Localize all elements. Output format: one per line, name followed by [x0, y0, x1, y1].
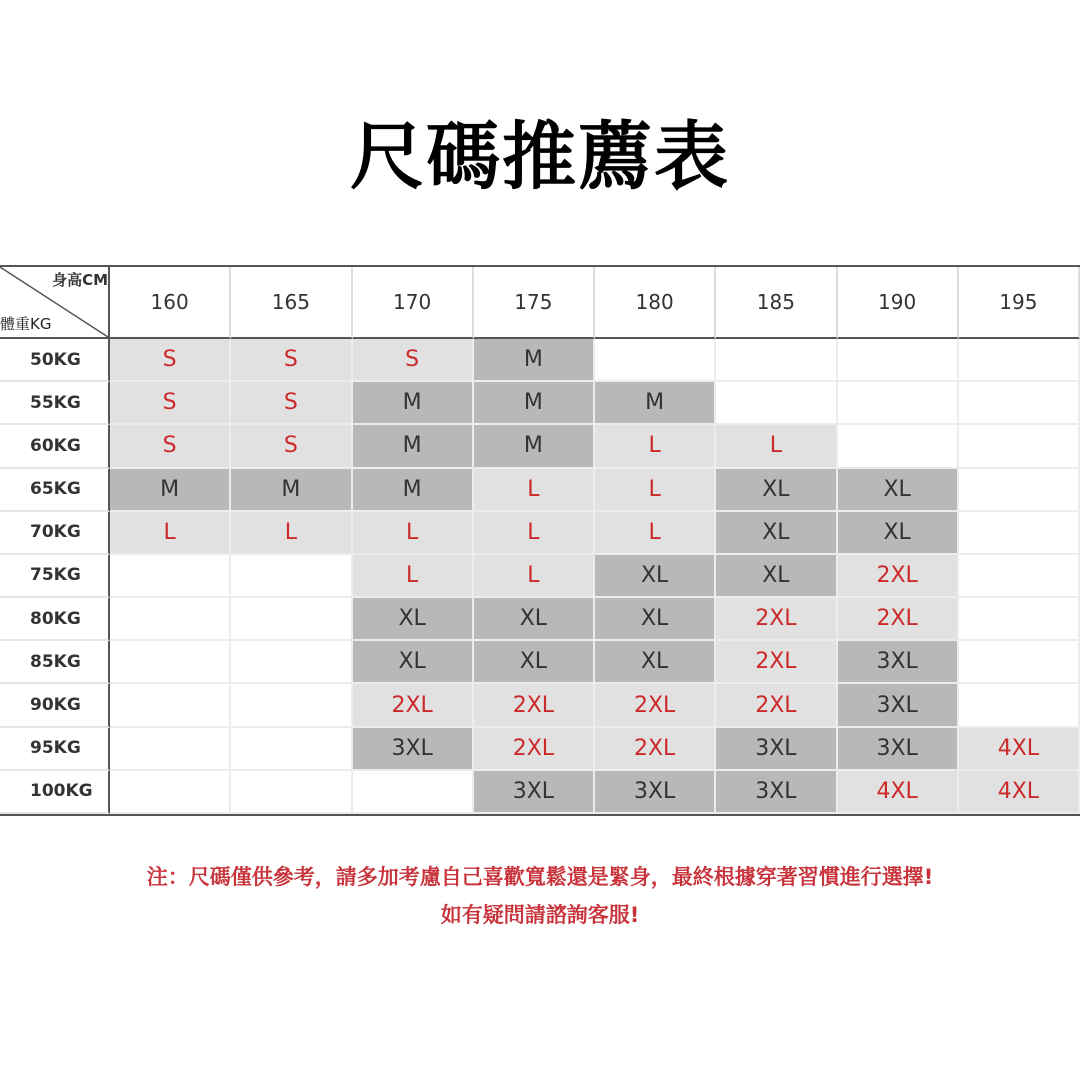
size-note — [0, 858, 1080, 934]
size-cell — [353, 771, 474, 814]
note-line-2: 如有疑問請諮詢客服! — [440, 903, 640, 927]
size-cell — [838, 425, 959, 468]
size-cell — [231, 555, 352, 598]
size-cell: S — [231, 339, 352, 382]
size-cell — [110, 771, 231, 814]
size-cell — [110, 641, 231, 684]
size-cell: 4XL — [838, 771, 959, 814]
size-chart-table — [0, 265, 1080, 816]
size-cell: L — [595, 512, 716, 555]
size-cell: L — [110, 512, 231, 555]
size-cell — [959, 469, 1080, 512]
size-cell: 3XL — [838, 641, 959, 684]
size-cell: XL — [716, 512, 837, 555]
weight-header-cell: 95KG — [0, 728, 110, 771]
size-cell: L — [474, 555, 595, 598]
size-cell: L — [231, 512, 352, 555]
size-cell: 4XL — [959, 771, 1080, 814]
size-cell: S — [231, 382, 352, 425]
size-cell — [716, 339, 837, 382]
weight-header-cell: 90KG — [0, 684, 110, 727]
size-cell: XL — [838, 469, 959, 512]
size-cell: XL — [353, 598, 474, 641]
size-cell: 2XL — [595, 728, 716, 771]
size-cell: 2XL — [716, 641, 837, 684]
size-cell: XL — [595, 641, 716, 684]
size-cell — [110, 598, 231, 641]
table-corner-header — [0, 267, 110, 339]
size-cell — [959, 684, 1080, 727]
size-cell: S — [110, 425, 231, 468]
size-cell: L — [474, 512, 595, 555]
size-cell — [110, 555, 231, 598]
size-cell: 2XL — [716, 598, 837, 641]
size-cell: 3XL — [474, 771, 595, 814]
size-cell: 2XL — [474, 684, 595, 727]
size-cell: 4XL — [959, 728, 1080, 771]
size-cell: S — [353, 339, 474, 382]
size-cell — [595, 339, 716, 382]
height-header-cell: 165 — [231, 267, 352, 339]
size-cell — [110, 684, 231, 727]
size-cell: S — [231, 425, 352, 468]
size-cell: L — [474, 469, 595, 512]
size-cell — [231, 728, 352, 771]
size-cell: M — [595, 382, 716, 425]
size-cell: M — [231, 469, 352, 512]
height-header-cell: 180 — [595, 267, 716, 339]
size-cell: M — [474, 425, 595, 468]
size-cell: 2XL — [716, 684, 837, 727]
size-cell — [231, 771, 352, 814]
size-cell — [959, 339, 1080, 382]
height-header-cell: 185 — [716, 267, 837, 339]
weight-header-cell: 65KG — [0, 469, 110, 512]
height-axis-label: 身高CM — [52, 271, 108, 289]
size-cell: L — [716, 425, 837, 468]
size-cell — [110, 728, 231, 771]
weight-header-cell: 80KG — [0, 598, 110, 641]
size-cell: 2XL — [353, 684, 474, 727]
weight-header-cell: 70KG — [0, 512, 110, 555]
size-cell: XL — [716, 555, 837, 598]
weight-header-cell: 100KG — [0, 771, 110, 814]
size-cell: M — [110, 469, 231, 512]
size-cell: XL — [474, 641, 595, 684]
size-cell — [959, 555, 1080, 598]
size-cell: XL — [595, 598, 716, 641]
size-cell — [231, 598, 352, 641]
size-cell: M — [353, 469, 474, 512]
size-cell: 2XL — [474, 728, 595, 771]
size-cell: L — [595, 469, 716, 512]
size-cell: XL — [716, 469, 837, 512]
size-cell: XL — [474, 598, 595, 641]
size-cell — [959, 598, 1080, 641]
size-cell: M — [474, 339, 595, 382]
size-cell: 3XL — [716, 771, 837, 814]
height-header-cell: 195 — [959, 267, 1080, 339]
size-cell: XL — [595, 555, 716, 598]
size-cell — [959, 641, 1080, 684]
weight-header-cell: 50KG — [0, 339, 110, 382]
size-cell: 3XL — [838, 728, 959, 771]
height-header-cell: 190 — [838, 267, 959, 339]
weight-header-cell: 60KG — [0, 425, 110, 468]
size-cell: 2XL — [595, 684, 716, 727]
size-cell: XL — [353, 641, 474, 684]
size-cell: M — [474, 382, 595, 425]
weight-axis-label: 體重KG — [0, 315, 52, 333]
size-cell — [838, 382, 959, 425]
size-cell: S — [110, 382, 231, 425]
size-cell — [959, 382, 1080, 425]
weight-header-cell: 85KG — [0, 641, 110, 684]
page-title: 尺碼推薦表 — [350, 114, 730, 200]
size-cell: L — [595, 425, 716, 468]
size-cell: 2XL — [838, 555, 959, 598]
size-cell: L — [353, 512, 474, 555]
weight-header-cell: 75KG — [0, 555, 110, 598]
size-cell — [716, 382, 837, 425]
height-header-cell: 170 — [353, 267, 474, 339]
size-cell — [959, 512, 1080, 555]
size-cell — [231, 684, 352, 727]
height-header-cell: 175 — [474, 267, 595, 339]
size-cell: M — [353, 382, 474, 425]
size-cell: 3XL — [838, 684, 959, 727]
size-cell: M — [353, 425, 474, 468]
note-line-1: 注：尺碼僅供參考，請多加考慮自己喜歡寬鬆還是緊身，最終根據穿著習慣進行選擇! — [146, 865, 934, 889]
size-cell — [959, 425, 1080, 468]
size-cell: 3XL — [716, 728, 837, 771]
size-cell — [838, 339, 959, 382]
size-cell: XL — [838, 512, 959, 555]
height-header-cell: 160 — [110, 267, 231, 339]
size-cell: L — [353, 555, 474, 598]
size-cell — [231, 641, 352, 684]
size-cell: 3XL — [595, 771, 716, 814]
size-cell: 2XL — [838, 598, 959, 641]
size-cell: 3XL — [353, 728, 474, 771]
weight-header-cell: 55KG — [0, 382, 110, 425]
size-cell: S — [110, 339, 231, 382]
